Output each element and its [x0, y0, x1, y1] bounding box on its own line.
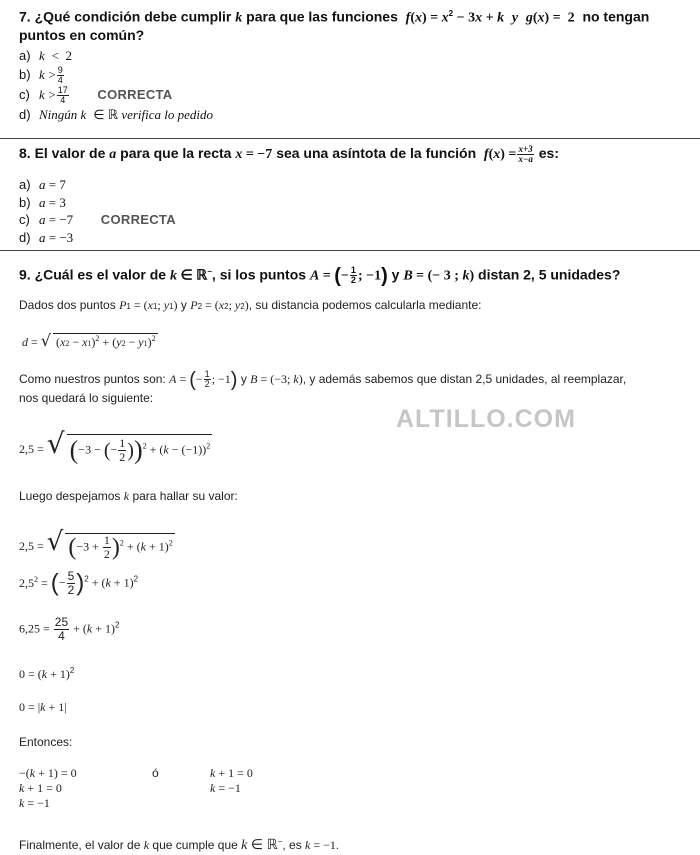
divider: [0, 250, 700, 251]
option-b: b) a = 3: [19, 194, 66, 210]
distance-intro: Dados dos puntos P1 = (x1; y1) y P2 = (x2; y2), su distancia podemos calcularla mediante:: [19, 298, 482, 312]
question-7-title: 7. ¿Qué condición debe cumplir k para que las funciones $f(x) = x^2 - 3x + k$ y g(x) = 2 no tengan puntos en común?: [19, 8, 650, 43]
equation-6: 0 = |k + 1|: [19, 700, 67, 714]
watermark: ALTILLO.COM: [396, 405, 576, 433]
equation-4: 6,25 = $\frac{25}{4}$ + $(k + 1)^2$: [19, 615, 120, 643]
question-8-options: [19, 176, 690, 246]
option-a: a) k < 2: [19, 48, 72, 63]
question-9-title: 9. ¿Cuál es el valor de k ∈ ℝ−, si los puntos A = (− $\frac{1}{2}$ ; −1) y B = (− 3 ; k) distan 2, 5 unidades?: [19, 264, 621, 287]
option-c: c) k > $\frac{17}{4}$ CORRECTA: [19, 84, 173, 105]
equation-5: $0 = (k + 1)^2$: [19, 666, 75, 681]
divider: [0, 138, 700, 139]
case-right: k + 1 = 0 k = −1: [210, 766, 253, 795]
option-d: d) a = −3: [19, 229, 74, 245]
correct-marker: CORRECTA: [97, 86, 173, 102]
equation-3: $2,5^2$ = (− $\frac{5}{2}$ )$^2 + (k + 1)^2$: [19, 569, 139, 597]
distance-formula: d = √ $(x2 - x1)^2 + (y2 - y1)^2$: [22, 331, 156, 350]
or-label: ó: [152, 766, 159, 780]
question-8-title: 8. El valor de a para que la recta x = −7 sea una asíntota de la función f(x) = $\frac{x+3}{x-a}$ es:: [19, 144, 559, 164]
correct-marker: CORRECTA: [100, 212, 176, 227]
equation-1: 2,5 = √ (−3 − (− $\frac{1}{2}$ ))$^2 + (k - (-1))^2$: [19, 427, 211, 465]
solve-intro: Luego despejamos k para hallar su valor:: [19, 489, 238, 503]
option-a: a) a = 7: [19, 177, 66, 192]
equation-2: 2,5 = √ (−3 + $\frac{1}{2}$ )$^2 + (k + 1)^2$: [19, 527, 173, 561]
final-statement: Finalmente, el valor de k que cumple que k ∈ ℝ−, es k = −1.: [19, 837, 339, 853]
question-7-options: [19, 47, 690, 123]
case-left: −(k + 1) = 0 k + 1 = 0 k = −1: [19, 766, 77, 810]
then-label: Entonces:: [19, 735, 73, 749]
option-c: c) a = −7 CORRECTA: [19, 212, 176, 227]
option-d: d) Ningún k ∈ ℝ verifica lo pedido: [19, 106, 214, 122]
points-statement: Como nuestros puntos son: A = (− $\frac{1}{2}$ ; −1) y B = (−3; k), y además sabemos que distan 2,5 unidades, al reemplazar, nos quedará lo siguiente:: [19, 368, 627, 406]
option-b: b) k > $\frac{9}{4}$: [19, 64, 63, 85]
